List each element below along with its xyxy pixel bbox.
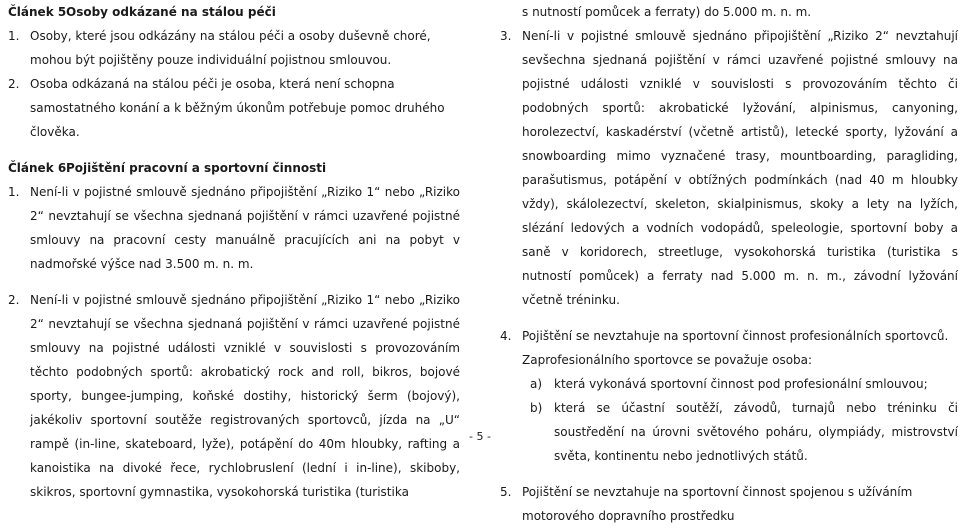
article-6-item-3 [500, 24, 958, 312]
article-5-item-1 [8, 24, 460, 72]
article-5-label: Článek 5 [8, 5, 67, 19]
item-number: 1. [8, 29, 20, 43]
article-6-item-2 [8, 288, 460, 504]
article-5-item-2 [8, 72, 460, 144]
item-text: Osoby, které jsou odkázány na stálou péči a osoby duševně choré, mohou být pojištěny pouze individuální pojistnou smlouvou. [30, 29, 431, 67]
item-number: 2. [8, 77, 20, 91]
item-number: 4. [500, 329, 512, 343]
continuation-text: s nutností pomůcek a ferraty) do 5.000 m. n. m. [522, 5, 812, 19]
article-5-heading [8, 0, 460, 24]
spacer [8, 144, 460, 156]
article-6-item-4-sub-a [500, 372, 958, 396]
item-text: Není-li v pojistné smlouvě sjednáno připojištění „Riziko 2“ nevztahují sevšechna sjednaná pojištění v rámci uzavřené pojistné smlouvy na pojistné události vzniklé v souvislosti s provozováním těchto či podobných sportů: akrobatické lyžování, alpinismus, canyoning, horolezectví, kaskadérství (včetně artistů), letecké sporty, lyžování a snowboarding mimo vyznačené trasy, mountboarding, paragliding, parašutismus, potápění v obtížných podmínkách (nad 40 m hloubky vždy), skálolezectví, skeleton, skialpinismus, skoky a lety na lyžích, slézání ledových a vodních vodopádů, speleologie, sportovní boby a saně v koridorech, streetluge, vysokohorská turistika (turistika s nutností pomůcek) a ferraty nad 5.000 m. n. m., závodní lyžování včetně tréninku. [522, 29, 958, 307]
item-text-2: Zaprofesionálního sportovce se považuje osoba: [522, 353, 813, 367]
item-text: Pojištění se nevztahuje na sportovní činnost profesionálních sportovců. [522, 329, 949, 343]
item-text: Pojištění se nevztahuje na sportovní činnost spojenou s užíváním motorového dopravního prostředku [522, 485, 913, 523]
article-6-label: Článek 6 [8, 161, 67, 175]
sub-item-text: která vykonává sportovní činnost pod profesionální smlouvou; [554, 377, 928, 391]
article-6-item-5 [500, 480, 958, 528]
page-number: - 5 - [469, 430, 491, 443]
sub-item-letter: b) [530, 401, 543, 415]
article-6-title: Pojištění pracovní a sportovní činnosti [66, 161, 327, 175]
item-number: 5. [500, 485, 512, 499]
article-6-heading [8, 156, 460, 180]
item-number: 1. [8, 185, 20, 199]
item-number: 2. [8, 293, 20, 307]
spacer [8, 276, 460, 288]
sub-item-text: která se účastní soutěží, závodů, turnajů nebo tréninku či soustředění na úrovni světového poháru, olympiády, mistrovství světa, kontinentu nebo jednotlivých států. [554, 401, 958, 463]
article-6-item-4 [500, 324, 958, 372]
item-number: 3. [500, 29, 512, 43]
spacer [500, 468, 958, 480]
item-text: Není-li v pojistné smlouvě sjednáno připojištění „Riziko 1“ nebo „Riziko 2“ nevztahují se všechna sjednaná pojištění v rámci uzavřené pojistné smlouvy na pojistné události vzniklé v souvislosti s provozováním těchto podobných sportů: akrobatický rock and roll, bikros, bojové sporty, bungee-jumping, koňské dostihy, historický šerm (bojový), jakékoliv sportovní soutěže registrovaných sportovců, jízda na „U“ rampě (in-line, skateboard, lyže), potápění do 40m hloubky, rafting a kanoistika na divoké řece, rychlobruslení (lední i in-line), skiboby, skikros, sportovní gymnastika, vysokohorská turistika (turistika [30, 293, 460, 499]
article-6-item-1 [8, 180, 460, 276]
sub-item-letter: a) [530, 377, 543, 391]
item-text: Není-li v pojistné smlouvě sjednáno připojištění „Riziko 1“ nebo „Riziko 2“ nevztahují se všechna sjednaná pojištění v rámci uzavřené pojistné smlouvy na pracovní cesty manuálně pracujících ani na pobyt v nadmořské výšce nad 3.500 m. n. m. [30, 185, 460, 271]
spacer [500, 312, 958, 324]
right-column [500, 0, 958, 528]
item-text: Osoba odkázaná na stálou péči je osoba, která není schopna samostatného konání a k běžným úkonům potřebuje pomoc druhého člověka. [30, 77, 445, 139]
article-5-title: Osoby odkázané na stálou péči [66, 5, 276, 19]
left-column [8, 0, 460, 504]
